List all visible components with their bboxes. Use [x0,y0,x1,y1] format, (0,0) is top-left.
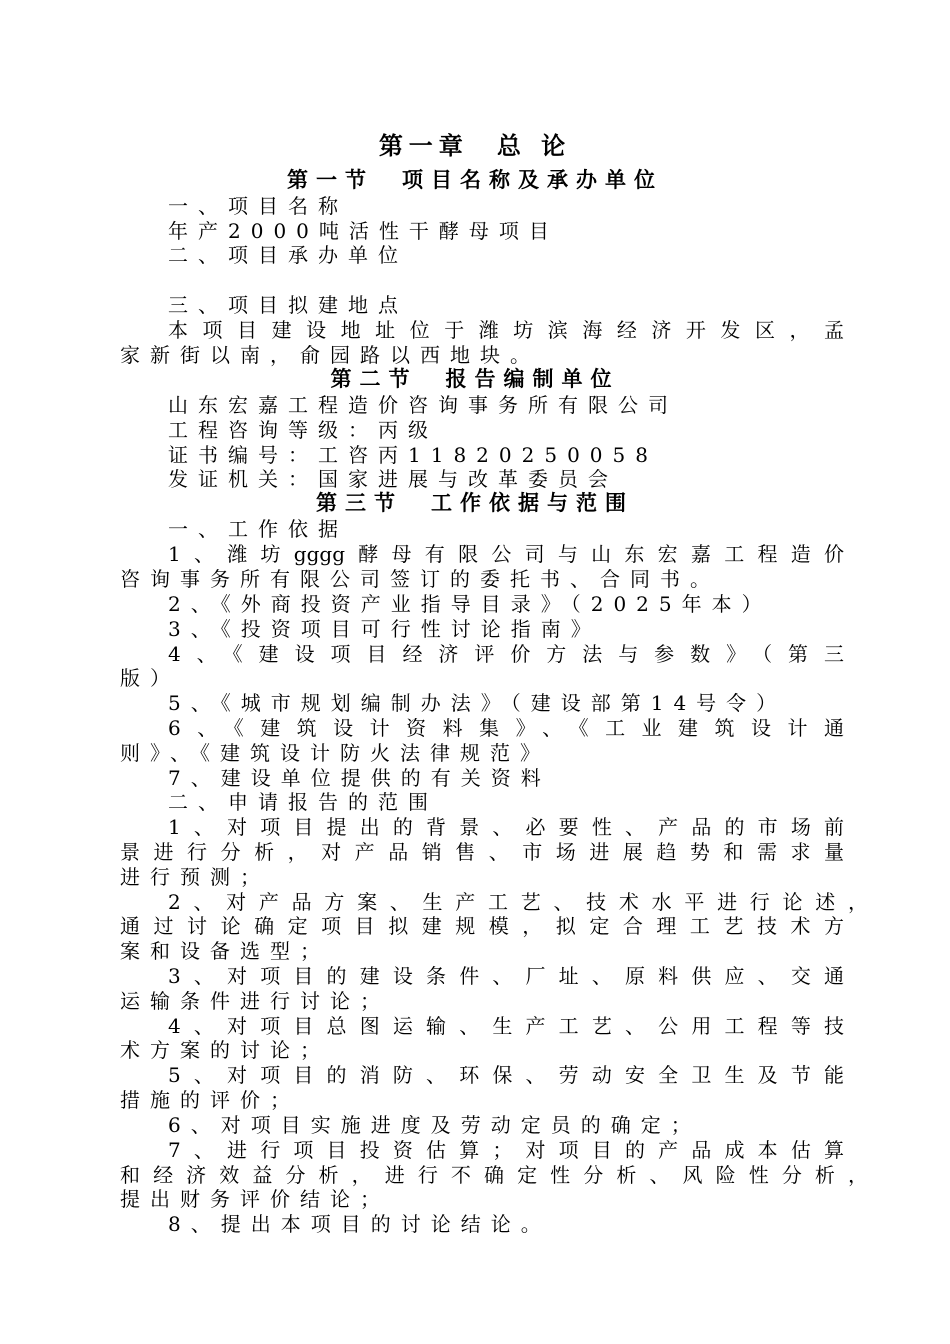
paragraph-line: 山东宏嘉工程造价咨询事务所有限公司 [168,393,678,417]
chapter-number: 第一章 [378,131,469,160]
paragraph-line: 进行预测； [120,865,270,889]
paragraph-line: 本项目建设地址位于潍坊滨海经济开发区，孟 [168,318,844,342]
paragraph-line: 3、《投资项目可行性讨论指南》 [168,617,601,641]
paragraph-line: 7、进行项目投资估算；对项目的产品成本估算 [168,1138,844,1162]
section-3-number: 第三节 [316,490,403,515]
paragraph-line: 5、对项目的消防、环保、劳动安全卫生及节能 [168,1063,844,1087]
section-3-name: 工作依据与范围 [431,490,634,515]
paragraph-line: 1、潍坊gggg酵母有限公司与山东宏嘉工程造价 [168,542,844,566]
paragraph-line: 4、《建设项目经济评价方法与参数》（第三 [168,642,844,666]
paragraph-line: 一、工作依据 [168,517,348,541]
paragraph-line: 5、《城市规划编制办法》（建设部第14号令） [168,691,787,715]
paragraph-line: 证书编号：工咨丙11820250058 [168,443,658,467]
paragraph-line: 6、对项目实施进度及劳动定员的确定； [168,1113,701,1137]
paragraph-line: 8、提出本项目的讨论结论。 [168,1212,551,1236]
chapter-name: 总 论 [496,131,572,160]
section-1-number: 第一节 [287,167,374,192]
chapter-title [0,130,950,162]
paragraph-line: 2、对产品方案、生产工艺、技术水平进行论述， [168,890,868,914]
section-3-heading [0,491,950,516]
paragraph-line: 4、对项目总图运输、生产工艺、公用工程等技 [168,1014,844,1038]
paragraph-line: 1、对项目提出的背景、必要性、产品的市场前 [168,815,844,839]
paragraph-line: 3、对项目的建设条件、厂址、原料供应、交通 [168,964,844,988]
paragraph-line: 二、项目承办单位 [168,243,408,267]
paragraph-line: 通过讨论确定项目拟建规模，拟定合理工艺技术方 [120,914,844,938]
paragraph-line: 版） [120,666,180,690]
paragraph-line: 发证机关：国家进展与改革委员会 [168,467,618,491]
section-1-heading [0,168,950,193]
section-2-heading [0,367,950,392]
paragraph-line: 咨询事务所有限公司签订的委托书、合同书。 [120,567,720,591]
paragraph-line: 2、《外商投资产业指导目录》（2025年本） [168,592,772,616]
paragraph-line: 一、项目名称 [168,194,348,218]
paragraph-line: 案和设备选型； [120,939,330,963]
paragraph-line: 提出财务评价结论； [120,1187,390,1211]
paragraph-line: 则》、《建筑设计防火法律规范》 [120,741,550,765]
paragraph-line: 家新街以南，俞园路以西地块。 [120,343,540,367]
paragraph-line: 措施的评价； [120,1088,300,1112]
paragraph-line: 工程咨询等级：丙级 [168,418,438,442]
paragraph-line: 运输条件进行讨论； [120,989,390,1013]
paragraph-line: 术方案的讨论； [120,1038,330,1062]
section-2-name: 报告编制单位 [445,366,620,391]
paragraph-line: 和经济效益分析，进行不确定性分析、风险性分析， [120,1163,868,1187]
paragraph-line: 三、项目拟建地点 [168,293,408,317]
section-1-name: 项目名称及承办单位 [402,167,663,192]
paragraph-line: 景进行分析，对产品销售、市场进展趋势和需求量 [120,840,844,864]
section-2-number: 第二节 [330,366,418,391]
paragraph-line: 6、《建筑设计资料集》、《工业建筑设计通 [168,716,844,740]
paragraph-line: 二、申请报告的范围 [168,790,438,814]
paragraph-line: 7、建设单位提供的有关资料 [168,766,551,790]
paragraph-line: 年产2000吨活性干酵母项目 [168,219,559,243]
